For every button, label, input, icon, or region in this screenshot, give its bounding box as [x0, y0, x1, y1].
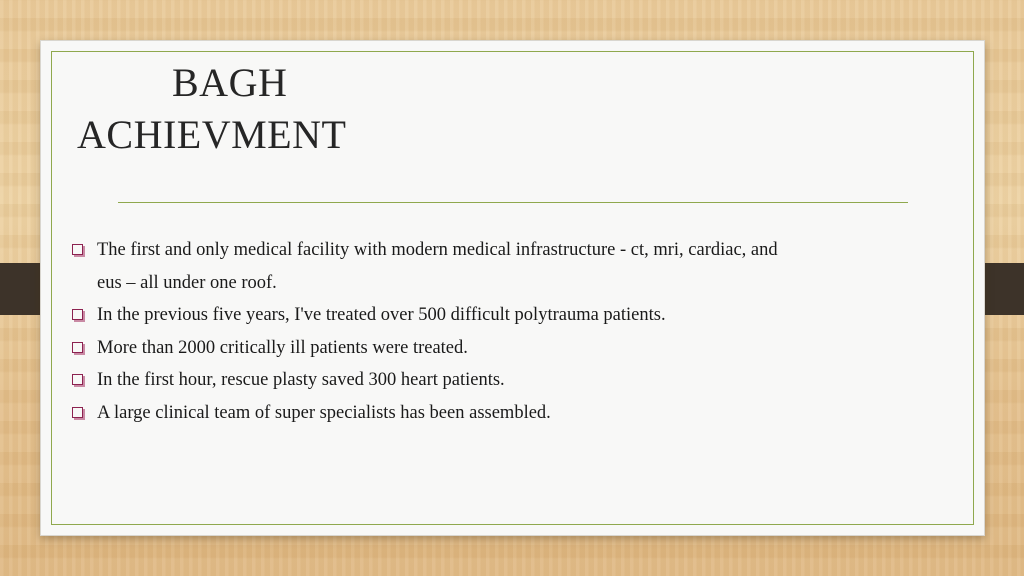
bullet-item [71, 397, 791, 430]
bullet-item [71, 364, 791, 397]
slide-title [77, 57, 457, 161]
slide-card [40, 40, 985, 536]
square-outline-icon [72, 309, 83, 320]
bullet-text: A large clinical team of super specialists has been assembled. [97, 402, 551, 423]
bullet-item [71, 332, 791, 365]
bullet-item [71, 299, 791, 332]
bullet-text: In the previous five years, I've treated over 500 difficult polytrauma patients. [97, 305, 666, 325]
square-outline-icon [72, 342, 83, 353]
bullet-text: More than 2000 critically ill patients were treated. [97, 337, 468, 358]
title-line-1: BAGH [172, 60, 288, 105]
square-outline-icon [72, 407, 83, 418]
title-line-2: ACHIEVMENT [77, 112, 347, 157]
square-outline-icon [72, 374, 83, 385]
bullet-list [71, 234, 791, 429]
title-divider [118, 202, 908, 203]
square-outline-icon [72, 244, 83, 255]
bullet-text: In the first hour, rescue plasty saved 300 heart patients. [97, 370, 505, 390]
bullet-text: The first and only medical facility with modern medical infrastructure - ct, mri, cardiac, and eus – all under one roof. [97, 240, 778, 293]
bullet-item [71, 234, 791, 299]
left-side-tab [0, 263, 40, 315]
